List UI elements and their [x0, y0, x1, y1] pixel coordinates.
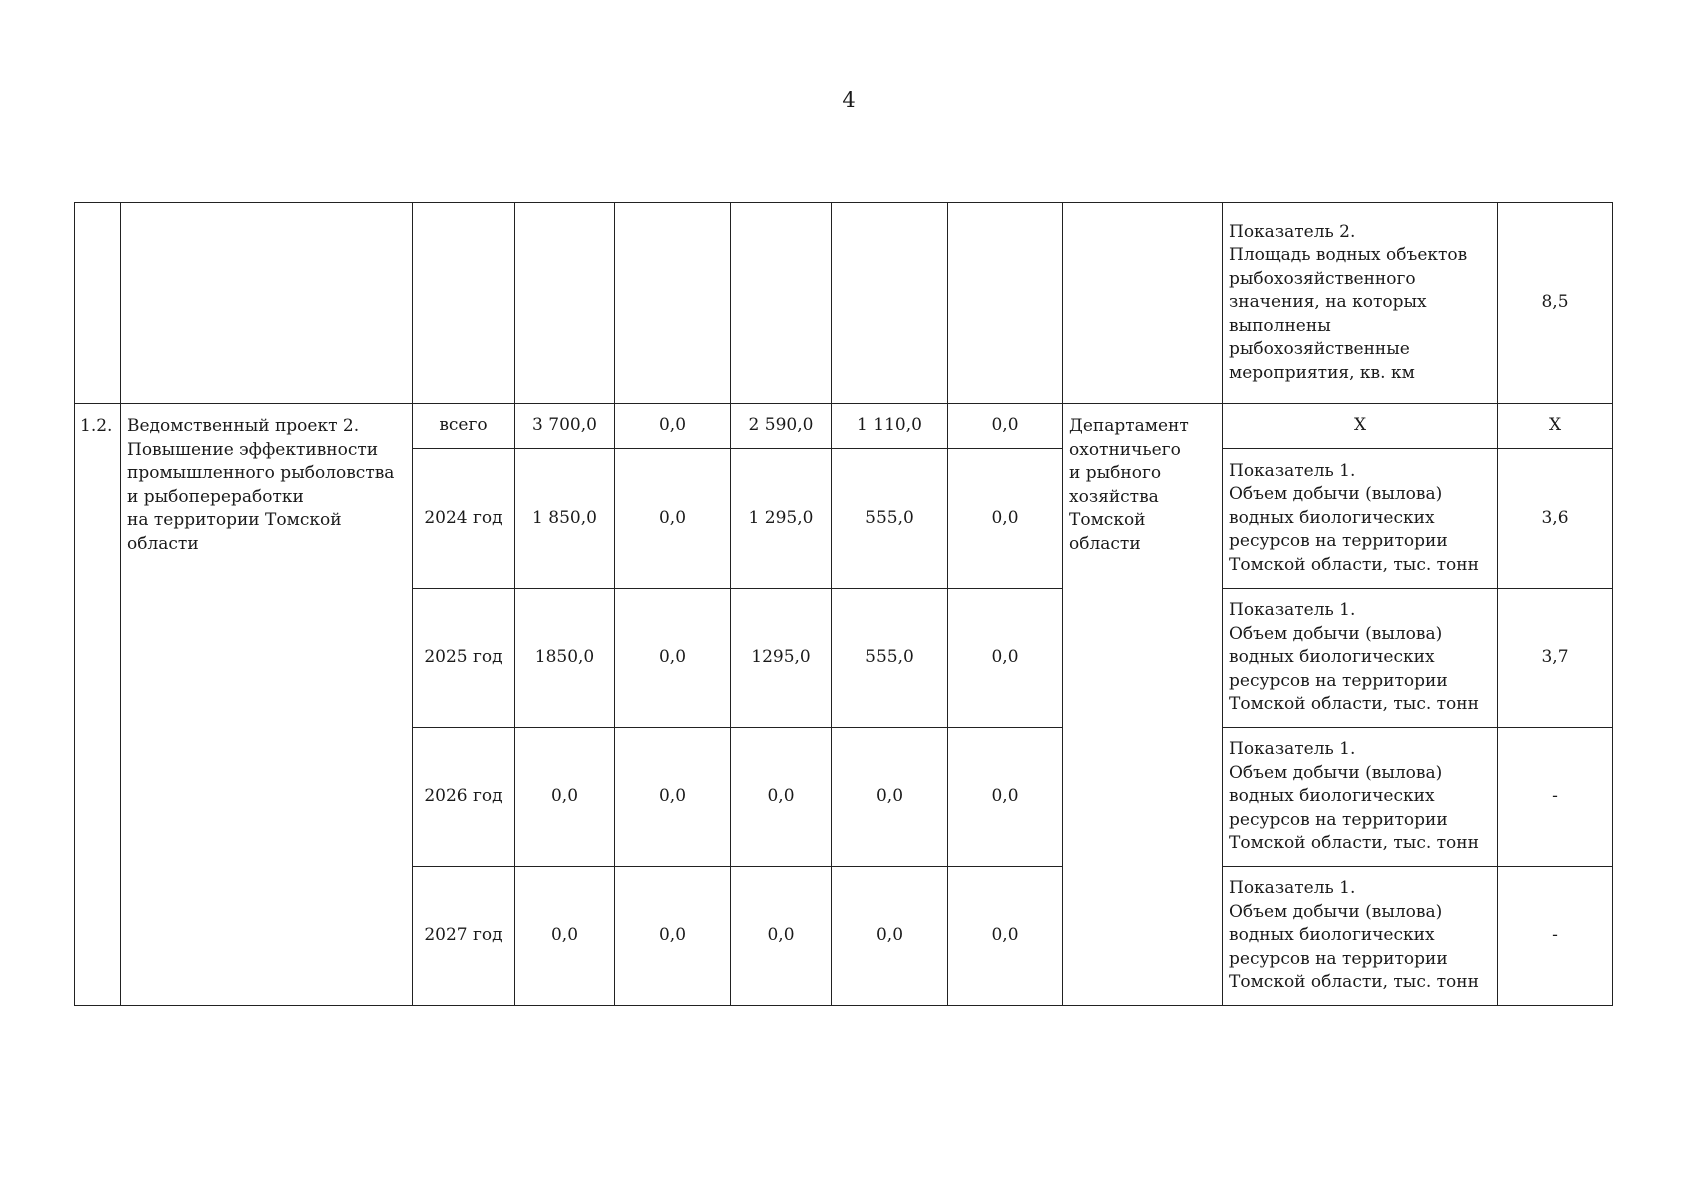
- indicator-text-line: выполнены: [1229, 315, 1331, 336]
- executor-line: Департамент: [1069, 416, 1189, 436]
- executor-cell: [1063, 404, 1223, 1006]
- cell-empty: [1063, 203, 1223, 404]
- indicator-text-line: водных биологических: [1229, 507, 1435, 528]
- amount-cell: 0,0: [948, 867, 1063, 1006]
- period-cell: 2027 год: [413, 867, 515, 1006]
- indicator-text-line: водных биологических: [1229, 925, 1435, 946]
- indicator-text-line: водных биологических: [1229, 786, 1435, 807]
- indicator-cell: [1223, 449, 1498, 589]
- section-name-line: и рыбопереработки: [127, 486, 304, 507]
- executor-line: охотничьего: [1069, 439, 1181, 460]
- indicator-text-line: Объем добычи (вылова): [1229, 762, 1443, 783]
- amount-cell: 0,0: [615, 728, 731, 867]
- table-row-total: [75, 404, 1613, 449]
- indicator-cell: X: [1223, 404, 1498, 449]
- indicator-text-line: мероприятия, кв. км: [1229, 362, 1415, 383]
- indicator-value: 8,5: [1498, 203, 1613, 404]
- section-name-line: Ведомственный проект 2.: [127, 416, 360, 436]
- period-cell: 2025 год: [413, 589, 515, 728]
- indicator-title: Показатель 1.: [1229, 600, 1356, 621]
- section-name-line: на территории Томской: [127, 510, 342, 530]
- amount-cell: 0,0: [615, 404, 731, 449]
- section-name-line: промышленного рыболовства: [127, 463, 395, 483]
- amount-cell: 1850,0: [515, 589, 615, 728]
- amount-cell: 0,0: [948, 404, 1063, 449]
- indicator-cell: [1223, 589, 1498, 728]
- period-cell: всего: [413, 404, 515, 449]
- indicator-title: Показатель 1.: [1229, 739, 1356, 760]
- amount-cell: 0,0: [615, 589, 731, 728]
- cell-empty: [615, 203, 731, 404]
- amount-cell: 0,0: [948, 589, 1063, 728]
- period-cell: 2024 год: [413, 449, 515, 589]
- amount-cell: 3 700,0: [515, 404, 615, 449]
- indicator-text-line: Объем добычи (вылова): [1229, 623, 1443, 644]
- amount-cell: 0,0: [731, 728, 832, 867]
- amount-cell: 1295,0: [731, 589, 832, 728]
- amount-cell: 0,0: [948, 449, 1063, 589]
- indicator-text-line: Объем добычи (вылова): [1229, 901, 1443, 922]
- continuation-row: [75, 203, 1613, 404]
- section-name-line: области: [127, 533, 199, 554]
- amount-cell: 0,0: [948, 728, 1063, 867]
- indicator-text-line: Площадь водных объектов: [1229, 245, 1468, 266]
- indicator-cell: [1223, 203, 1498, 404]
- amount-cell: 0,0: [832, 867, 948, 1006]
- cell-empty: [731, 203, 832, 404]
- indicator-text-line: Томской области, тыс. тонн: [1229, 694, 1479, 715]
- indicator-text-line: Объем добычи (вылова): [1229, 484, 1443, 505]
- indicator-value: 3,6: [1498, 449, 1613, 589]
- indicator-text-line: ресурсов на территории: [1229, 948, 1448, 969]
- indicator-title: Показатель 1.: [1229, 460, 1356, 481]
- executor-line: Томской: [1069, 510, 1146, 530]
- period-cell: 2026 год: [413, 728, 515, 867]
- amount-cell: 2 590,0: [731, 404, 832, 449]
- amount-cell: 1 110,0: [832, 404, 948, 449]
- amount-cell: 555,0: [832, 589, 948, 728]
- indicator-text-line: рыбохозяйственного: [1229, 268, 1416, 289]
- section-name-line: Повышение эффективности: [127, 439, 379, 460]
- section-number: 1.2.: [75, 404, 121, 1006]
- executor-line: хозяйства: [1069, 486, 1159, 507]
- cell-empty: [413, 203, 515, 404]
- indicator-text-line: значения, на которых: [1229, 292, 1427, 313]
- indicator-value: X: [1498, 404, 1613, 449]
- section-name: [121, 404, 413, 1006]
- amount-cell: 0,0: [731, 867, 832, 1006]
- funding-table: [74, 202, 1613, 1006]
- cell-empty: [515, 203, 615, 404]
- indicator-cell: [1223, 728, 1498, 867]
- cell-empty: [75, 203, 121, 404]
- amount-cell: 0,0: [515, 867, 615, 1006]
- indicator-text-line: ресурсов на территории: [1229, 670, 1448, 691]
- indicator-cell: [1223, 867, 1498, 1006]
- amount-cell: 0,0: [515, 728, 615, 867]
- indicator-text-line: Томской области, тыс. тонн: [1229, 554, 1479, 575]
- indicator-title: Показатель 1.: [1229, 878, 1356, 899]
- amount-cell: 0,0: [615, 867, 731, 1006]
- amount-cell: 555,0: [832, 449, 948, 589]
- cell-empty: [121, 203, 413, 404]
- indicator-text-line: ресурсов на территории: [1229, 531, 1448, 552]
- indicator-text-line: ресурсов на территории: [1229, 809, 1448, 830]
- cell-empty: [948, 203, 1063, 404]
- indicator-text-line: Томской области, тыс. тонн: [1229, 972, 1479, 993]
- indicator-value: -: [1498, 867, 1613, 1006]
- amount-cell: 1 295,0: [731, 449, 832, 589]
- indicator-value: -: [1498, 728, 1613, 867]
- amount-cell: 0,0: [615, 449, 731, 589]
- cell-empty: [832, 203, 948, 404]
- indicator-title: Показатель 2.: [1229, 221, 1356, 242]
- executor-line: области: [1069, 533, 1141, 554]
- indicator-text-line: Томской области, тыс. тонн: [1229, 833, 1479, 854]
- amount-cell: 0,0: [832, 728, 948, 867]
- indicator-text-line: рыбохозяйственные: [1229, 339, 1410, 360]
- executor-line: и рыбного: [1069, 463, 1162, 483]
- indicator-value: 3,7: [1498, 589, 1613, 728]
- indicator-text-line: водных биологических: [1229, 647, 1435, 668]
- page-number: 4: [842, 88, 856, 112]
- amount-cell: 1 850,0: [515, 449, 615, 589]
